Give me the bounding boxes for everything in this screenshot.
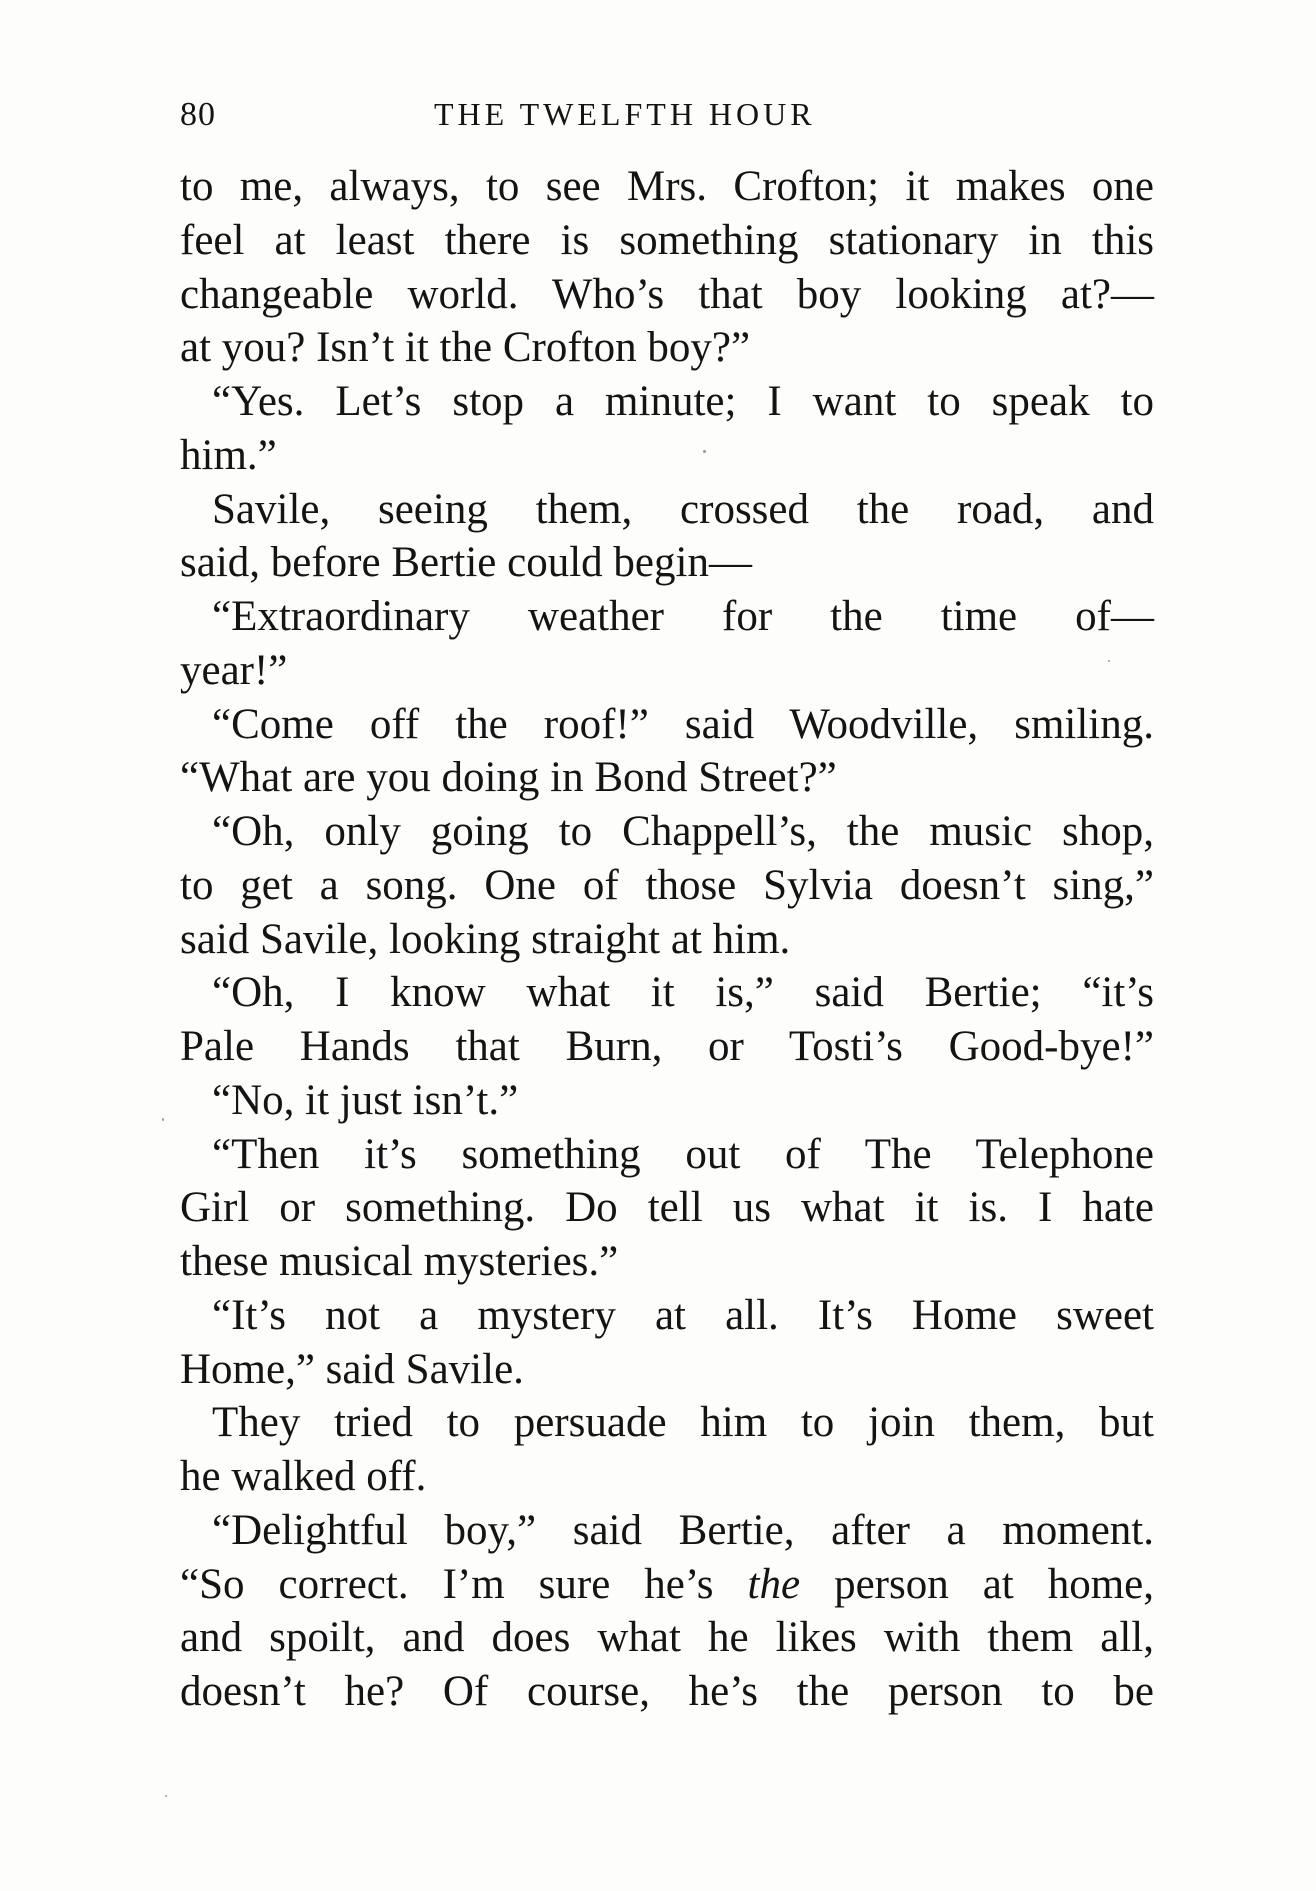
text-line: to me, always, to see Mrs. Crofton; it makes one: [180, 163, 1154, 210]
text-line: “No, it just isn’t.”: [212, 1076, 519, 1124]
paper-speck: [703, 450, 706, 453]
text-line: said, before Bertie could begin—: [180, 539, 752, 587]
text-line: “What are you doing in Bond Street?”: [180, 754, 837, 802]
running-head: [180, 96, 1152, 136]
text-line: “Extraordinary weather for the time of—: [212, 593, 1154, 640]
text-line: “Come off the roof!” said Woodville, smiling.: [212, 700, 1154, 748]
text-line: They tried to persuade him to join them, but: [212, 1399, 1154, 1447]
text-line: Savile, seeing them, crossed the road, and: [212, 485, 1154, 533]
text-line: “It’s not a mystery at all. It’s Home sweet: [212, 1291, 1154, 1339]
text-line: Home,” said Savile.: [180, 1345, 524, 1393]
text-line: [180, 1558, 1154, 1612]
italic-word: the: [747, 1560, 801, 1608]
text-line: these musical mysteries.”: [180, 1238, 619, 1285]
text-line: “Then it’s something out of The Telephone: [212, 1130, 1154, 1178]
text-line: Pale Hands that Burn, or Tosti’s Good-bye!”: [180, 1023, 1154, 1070]
text-line: at you? Isn’t it the Crofton boy?”: [180, 324, 751, 372]
paper-speck: [165, 1795, 167, 1797]
text-line: “Delightful boy,” said Bertie, after a moment.: [212, 1506, 1154, 1554]
text-line: feel at least there is something stationary in this: [180, 216, 1154, 264]
text-line: said Savile, looking straight at him.: [180, 915, 791, 963]
text-line: doesn’t he? Of course, he’s the person to be: [180, 1668, 1154, 1715]
paper-speck: [162, 1118, 164, 1121]
text-line: him.”: [180, 431, 277, 479]
running-title: THE TWELFTH HOUR: [434, 96, 816, 132]
text-line: he walked off.: [180, 1453, 427, 1500]
text-line: to get a song. One of those Sylvia doesn’t sing,”: [180, 861, 1154, 909]
body-text: [180, 160, 1154, 1719]
text-line: and spoilt, and does what he likes with them all,: [180, 1614, 1154, 1662]
text-line: year!”: [180, 646, 288, 694]
text-line: Girl or something. Do tell us what it is. I hate: [180, 1184, 1154, 1232]
text-segment: person at home,: [800, 1560, 1154, 1608]
text-line: “Oh, only going to Chappell’s, the music shop,: [212, 808, 1154, 855]
page-number: 80: [180, 96, 216, 133]
text-segment: “So correct. I’m sure he’s: [180, 1560, 748, 1608]
text-line: changeable world. Who’s that boy looking at?—: [180, 270, 1154, 318]
text-line: “Yes. Let’s stop a minute; I want to speak to: [212, 378, 1154, 425]
paper-speck: [1108, 660, 1110, 662]
text-line: “Oh, I know what it is,” said Bertie; “it’s: [212, 969, 1154, 1017]
